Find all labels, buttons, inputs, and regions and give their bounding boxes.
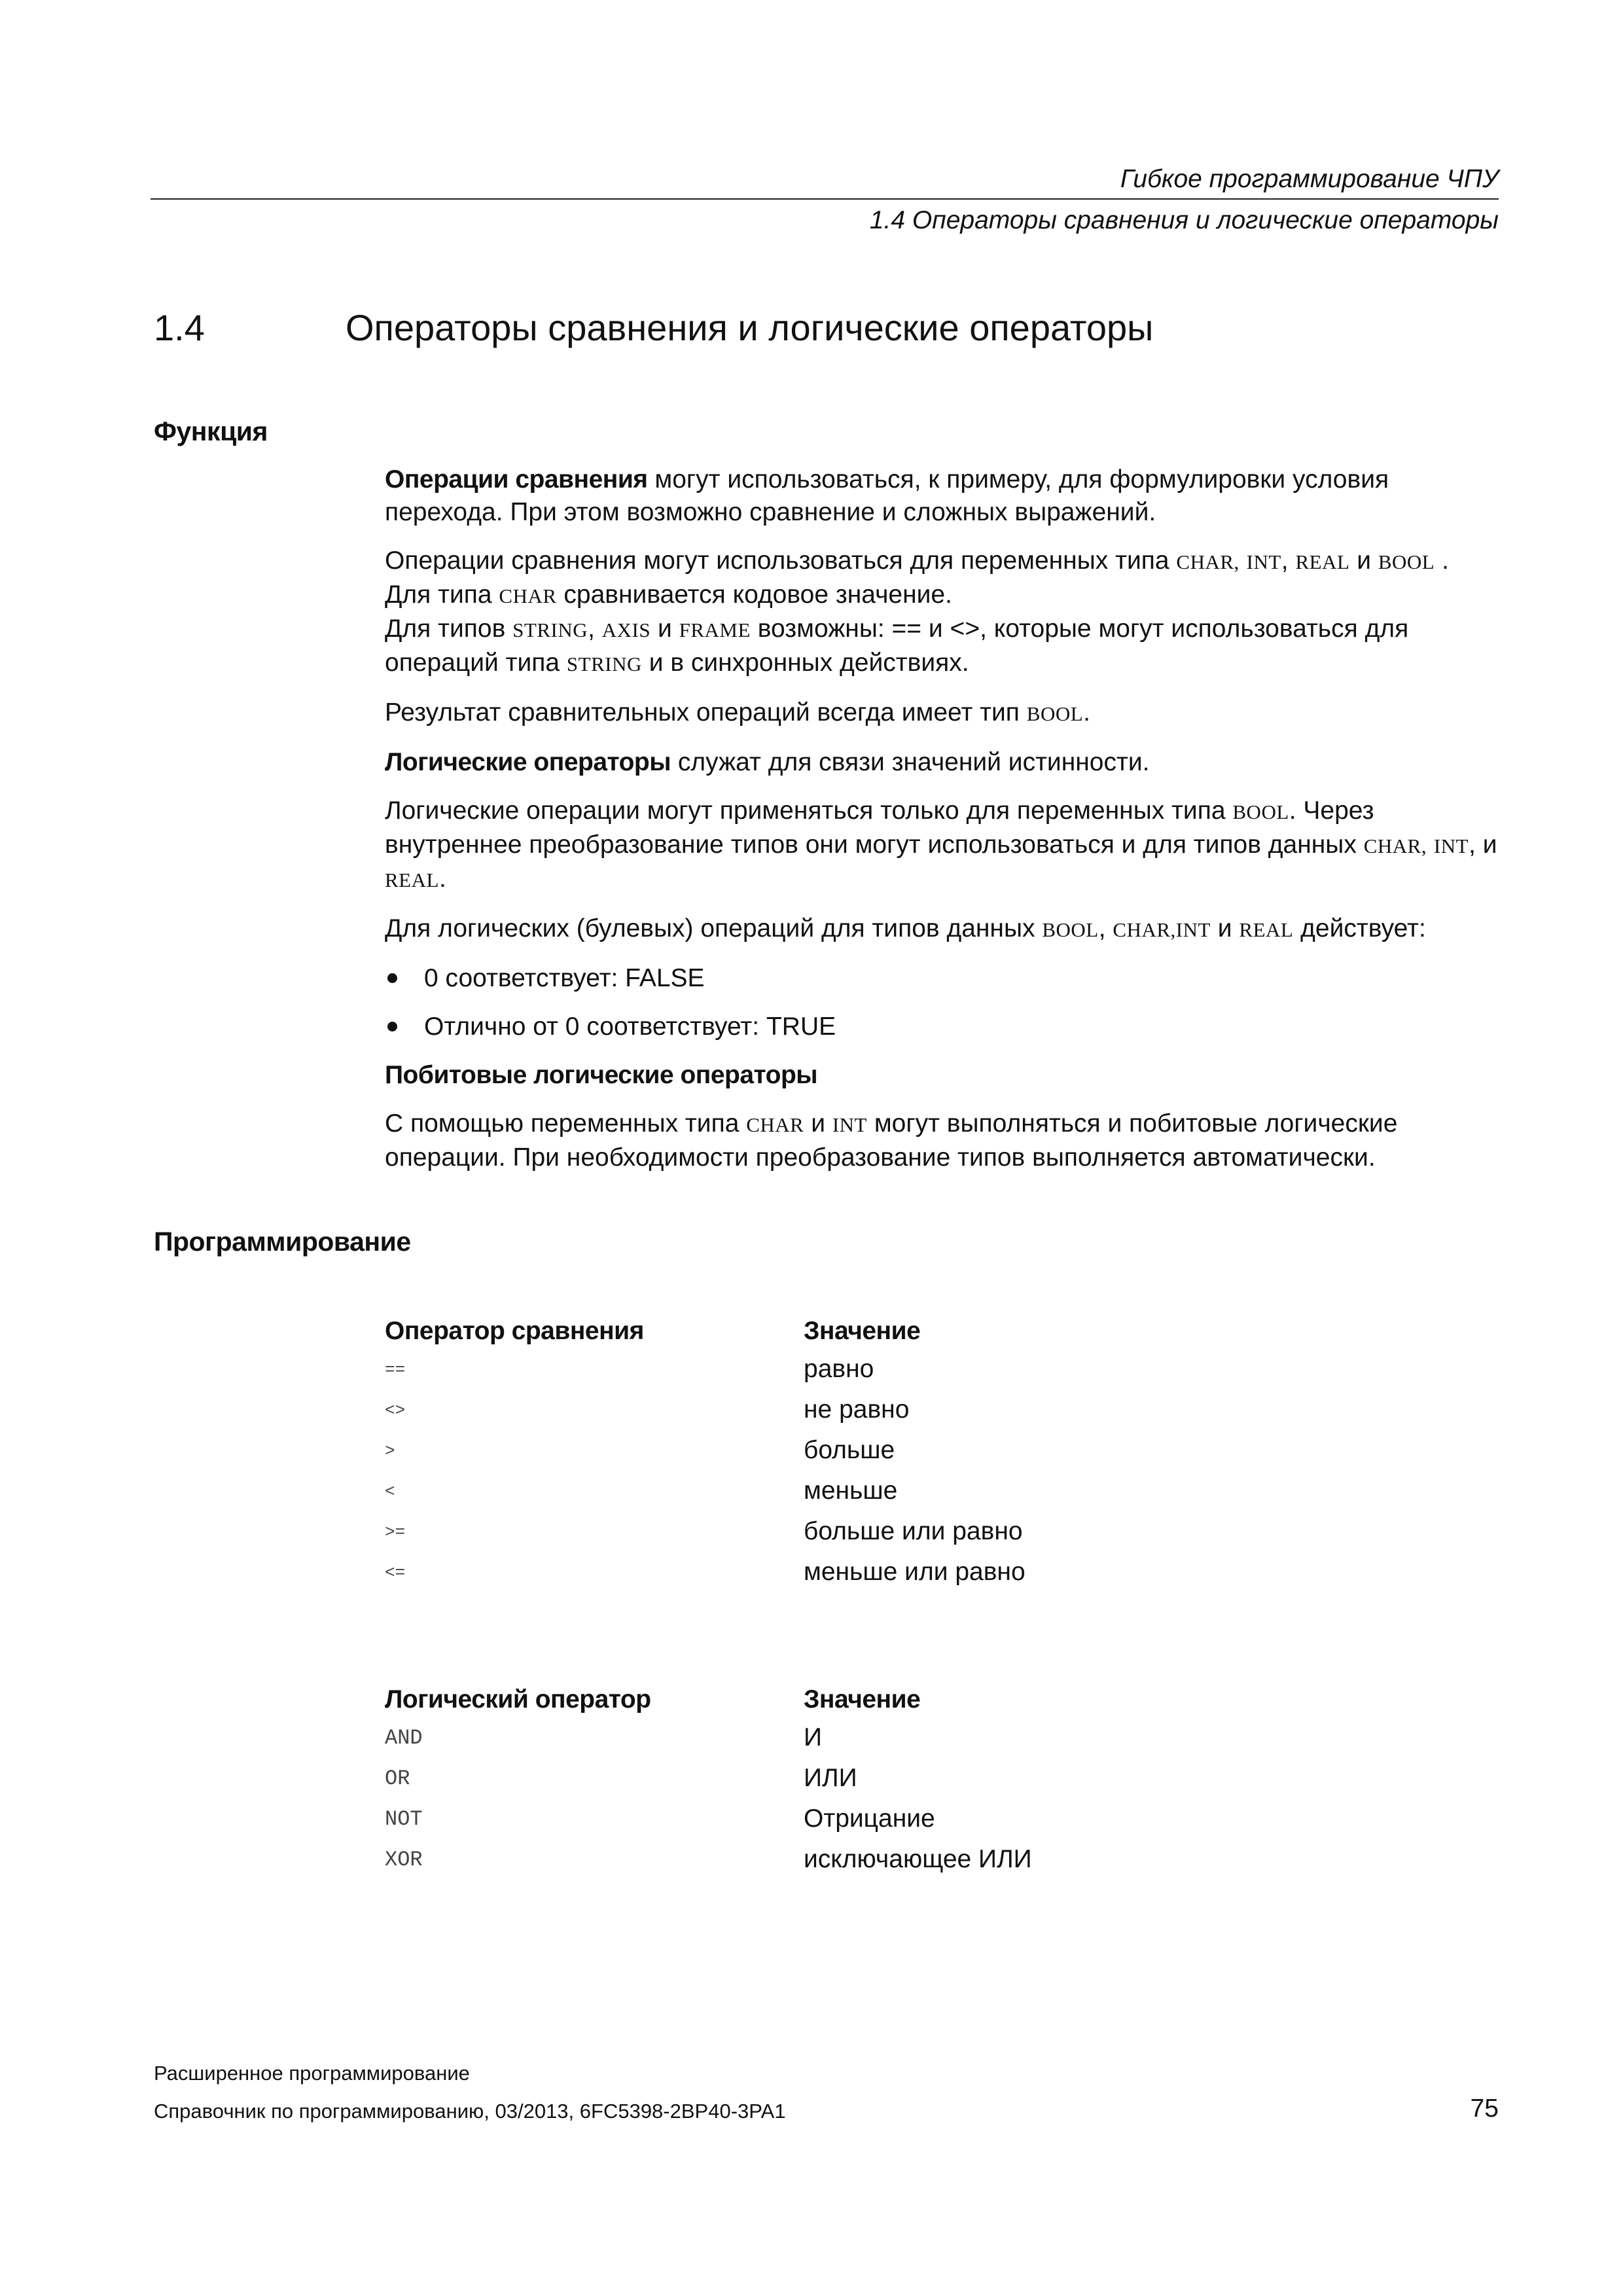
text: ,: [1281, 547, 1296, 575]
text: ,: [1098, 914, 1113, 942]
paragraph-logical-intro: [385, 746, 1499, 779]
text: Результат сравнительных операций всегда имеет тип: [385, 698, 1027, 726]
paragraph-logical-types: [385, 795, 1499, 897]
operator-cell: OR: [385, 1767, 410, 1791]
text: и: [804, 1109, 832, 1138]
column-header-operator: Оператор сравнения: [385, 1317, 644, 1345]
text: и: [1210, 914, 1240, 942]
code-type: INT: [1246, 550, 1281, 573]
column-header-operator: Логический оператор: [385, 1685, 651, 1713]
code-type: CHAR,: [1176, 550, 1240, 573]
meaning-cell: больше: [804, 1436, 895, 1464]
text: служат для связи значений истинности.: [671, 748, 1150, 776]
term-comparison-ops: Операции сравнения: [385, 465, 648, 493]
meaning-cell: ИЛИ: [804, 1764, 857, 1792]
text: могут использоваться, к примеру, для формулировки условия перехода. При этом возможно сравнение и сложных выражений.: [385, 465, 1389, 526]
function-heading: Функция: [154, 416, 268, 446]
operator-cell: NOT: [385, 1807, 423, 1831]
meaning-cell: меньше: [804, 1477, 898, 1505]
code-type: INT: [1433, 834, 1469, 857]
code-type: STRING: [512, 619, 588, 641]
text: могут выполняться и побитовые логические операции. При необходимости преобразование типов выполняется автоматически.: [385, 1109, 1398, 1172]
text: . Через внутреннее преобразование типов они могут использоваться и для типов данных: [385, 797, 1374, 859]
code-type: REAL: [385, 869, 439, 891]
meaning-cell: не равно: [804, 1395, 910, 1424]
bullet-icon: [387, 1022, 397, 1031]
text: Логические операции могут применяться только для переменных типа: [385, 797, 1233, 825]
footer-manual-reference: Справочник по программированию, 03/2013, 6FC5398-2BP40-3PA1: [154, 2100, 786, 2123]
operator-cell: AND: [385, 1726, 423, 1750]
text: . Для типа: [385, 547, 1449, 609]
code-type: REAL: [1295, 550, 1350, 573]
paragraph-comparison-intro: [385, 463, 1499, 529]
code-type: CHAR,: [1363, 834, 1427, 857]
meaning-cell: исключающее ИЛИ: [804, 1845, 1032, 1873]
code-type: BOOL: [1378, 550, 1435, 573]
list-item: [385, 1011, 1499, 1043]
column-header-meaning: Значение: [804, 1317, 921, 1345]
text: действует:: [1293, 914, 1426, 942]
text: Для типов: [385, 615, 513, 643]
text: ,: [588, 615, 602, 643]
text: С помощью переменных типа: [385, 1109, 747, 1138]
boolean-values-list: [385, 962, 1499, 1043]
section-number: 1.4: [154, 307, 205, 348]
code-type: BOOL: [1232, 800, 1289, 823]
text: , и: [1469, 831, 1497, 859]
text: Для логических (булевых) операций для типов данных: [385, 914, 1043, 942]
column-header-meaning: Значение: [804, 1685, 921, 1713]
bitwise-heading: Побитовые логические операторы: [385, 1061, 818, 1089]
code-type: FRAME: [679, 619, 751, 641]
text: и: [1349, 547, 1378, 575]
code-type: BOOL: [1026, 702, 1084, 725]
paragraph-result-type: [385, 696, 1499, 730]
meaning-cell: равно: [804, 1355, 874, 1383]
footer-manual-title: Расширенное программирование: [154, 2062, 470, 2085]
operator-cell: >=: [385, 1522, 406, 1542]
programming-heading: Программирование: [154, 1227, 411, 1257]
header-divider: [151, 198, 1499, 200]
term-logical-ops: Логические операторы: [385, 748, 671, 776]
page-number: 75: [1470, 2094, 1499, 2123]
text: Операции сравнения могут использоваться для переменных типа: [385, 547, 1177, 575]
bullet-icon: [387, 973, 397, 983]
code-type: AXIS: [601, 619, 651, 641]
list-item-text: 0 соответствует: FALSE: [424, 964, 705, 992]
text: возможны: == и <>, которые могут использоваться для операций типа: [385, 615, 1409, 677]
text: .: [438, 865, 446, 893]
text: сравнивается кодовое значение.: [556, 581, 952, 609]
meaning-cell: меньше или равно: [804, 1558, 1026, 1586]
running-header-chapter: Гибкое программирование ЧПУ: [1120, 165, 1499, 193]
section-title: Операторы сравнения и логические операторы: [346, 307, 1154, 348]
code-type: CHAR: [746, 1113, 804, 1136]
meaning-cell: больше или равно: [804, 1517, 1023, 1545]
meaning-cell: Отрицание: [804, 1804, 935, 1833]
code-type: CHAR: [499, 584, 557, 607]
paragraph-boolean-rule: [385, 912, 1499, 946]
operator-cell: <>: [385, 1401, 406, 1420]
code-type: STRING: [566, 653, 642, 675]
code-type: BOOL: [1042, 918, 1099, 941]
operator-cell: >: [385, 1441, 395, 1461]
operator-cell: <: [385, 1482, 395, 1501]
text: .: [1083, 698, 1090, 726]
operator-cell: XOR: [385, 1848, 423, 1872]
list-item-text: Отлично от 0 соответствует: TRUE: [424, 1013, 836, 1041]
code-type: INT: [832, 1113, 867, 1136]
code-type: CHAR,INT: [1113, 918, 1211, 941]
meaning-cell: И: [804, 1723, 823, 1751]
operator-cell: ==: [385, 1360, 406, 1380]
operator-cell: <=: [385, 1563, 406, 1583]
text: и: [651, 615, 679, 643]
code-type: REAL: [1239, 918, 1294, 941]
list-item: [385, 962, 1499, 995]
paragraph-comparison-types: [385, 545, 1499, 681]
paragraph-bitwise: [385, 1107, 1499, 1174]
function-body: [385, 463, 1499, 1190]
running-header-section: 1.4 Операторы сравнения и логические операторы: [869, 206, 1499, 234]
text: и в синхронных действиях.: [641, 649, 969, 677]
